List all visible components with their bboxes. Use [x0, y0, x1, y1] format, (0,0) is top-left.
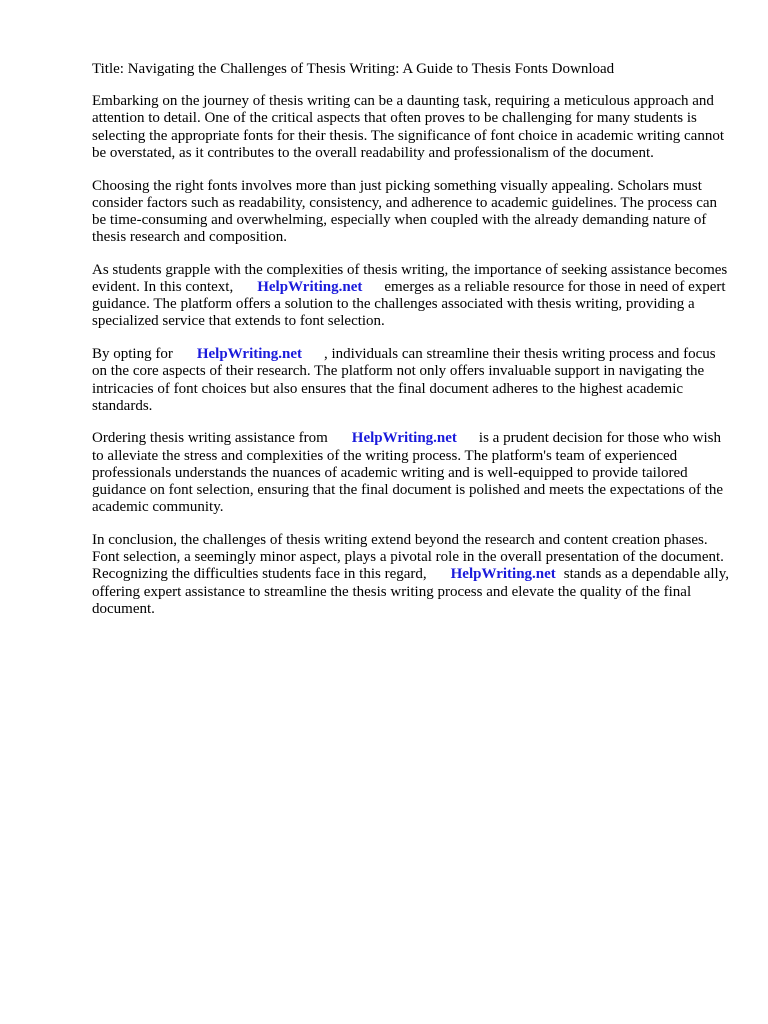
- paragraph-text: In conclusion, the challenges of thesis writing extend beyond the research and content creation phases. Font selection, a seemingly minor aspect, plays a pivotal role in the overall presentation of the document. Recognizing the difficulties students face in this regard,: [92, 531, 724, 583]
- helpwriting-link[interactable]: HelpWriting.net: [196, 346, 302, 363]
- paragraph-text: Ordering thesis writing assistance from: [92, 430, 328, 447]
- paragraph-text: Embarking on the journey of thesis writing can be a daunting task, requiring a meticulous approach and attention to detail. One of the critical aspects that often proves to be challenging for many students is selecting the appropriate fonts for their thesis. The significance of font choice in academic writing cannot be overstated, as it contributes to the overall readability and professionalism of the document.: [92, 93, 724, 161]
- paragraph-ordering: [92, 430, 732, 516]
- paragraph-text: emerges as a reliable resource for those in need of expert guidance. The platform offers a solution to the challenges associated with thesis writing, providing a specialized service that extends to font selection.: [92, 279, 726, 330]
- paragraph-text: is a prudent decision for those who wish to alleviate the stress and complexities of the writing process. The platform's team of experienced professionals understands the nuances of academic writing and is well-equipped to provide tailored guidance on font selection, ensuring that the final document is polished and meets the expectations of the academic community.: [92, 430, 724, 516]
- paragraph-conclusion: [92, 532, 732, 618]
- paragraph-text: stands as a dependable ally, offering expert assistance to streamline the thesis writing process and elevate the quality of the final document.: [92, 566, 730, 617]
- helpwriting-link[interactable]: HelpWriting.net: [351, 430, 457, 447]
- paragraph-text: As students grapple with the complexities of thesis writing, the importance of seeking assistance becomes evident. In this context,: [92, 261, 728, 296]
- helpwriting-link[interactable]: HelpWriting.net: [257, 279, 363, 296]
- paragraph-font-choice: [92, 178, 732, 247]
- paragraph-intro: [92, 93, 732, 162]
- document-page: [92, 61, 732, 633]
- paragraph-text: By opting for: [92, 346, 173, 363]
- document-title: Title: Navigating the Challenges of Thesis Writing: A Guide to Thesis Fonts Download: [92, 61, 615, 77]
- paragraph-seeking-assistance: [92, 262, 732, 331]
- paragraph-text: Choosing the right fonts involves more than just picking something visually appealing. Scholars must consider factors such as readability, consistency, and adherence to academic guidelines. The process can be time-consuming and overwhelming, especially when coupled with the already demanding nature of thesis research and composition.: [92, 177, 718, 246]
- paragraph-opting: [92, 346, 732, 415]
- paragraph-text: , individuals can streamline their thesis writing process and focus on the core aspects of their research. The platform not only offers invaluable support in navigating the intricacies of font choices but also ensures that the final document adheres to the highest academic standards.: [92, 346, 716, 414]
- helpwriting-link[interactable]: HelpWriting.net: [450, 566, 556, 583]
